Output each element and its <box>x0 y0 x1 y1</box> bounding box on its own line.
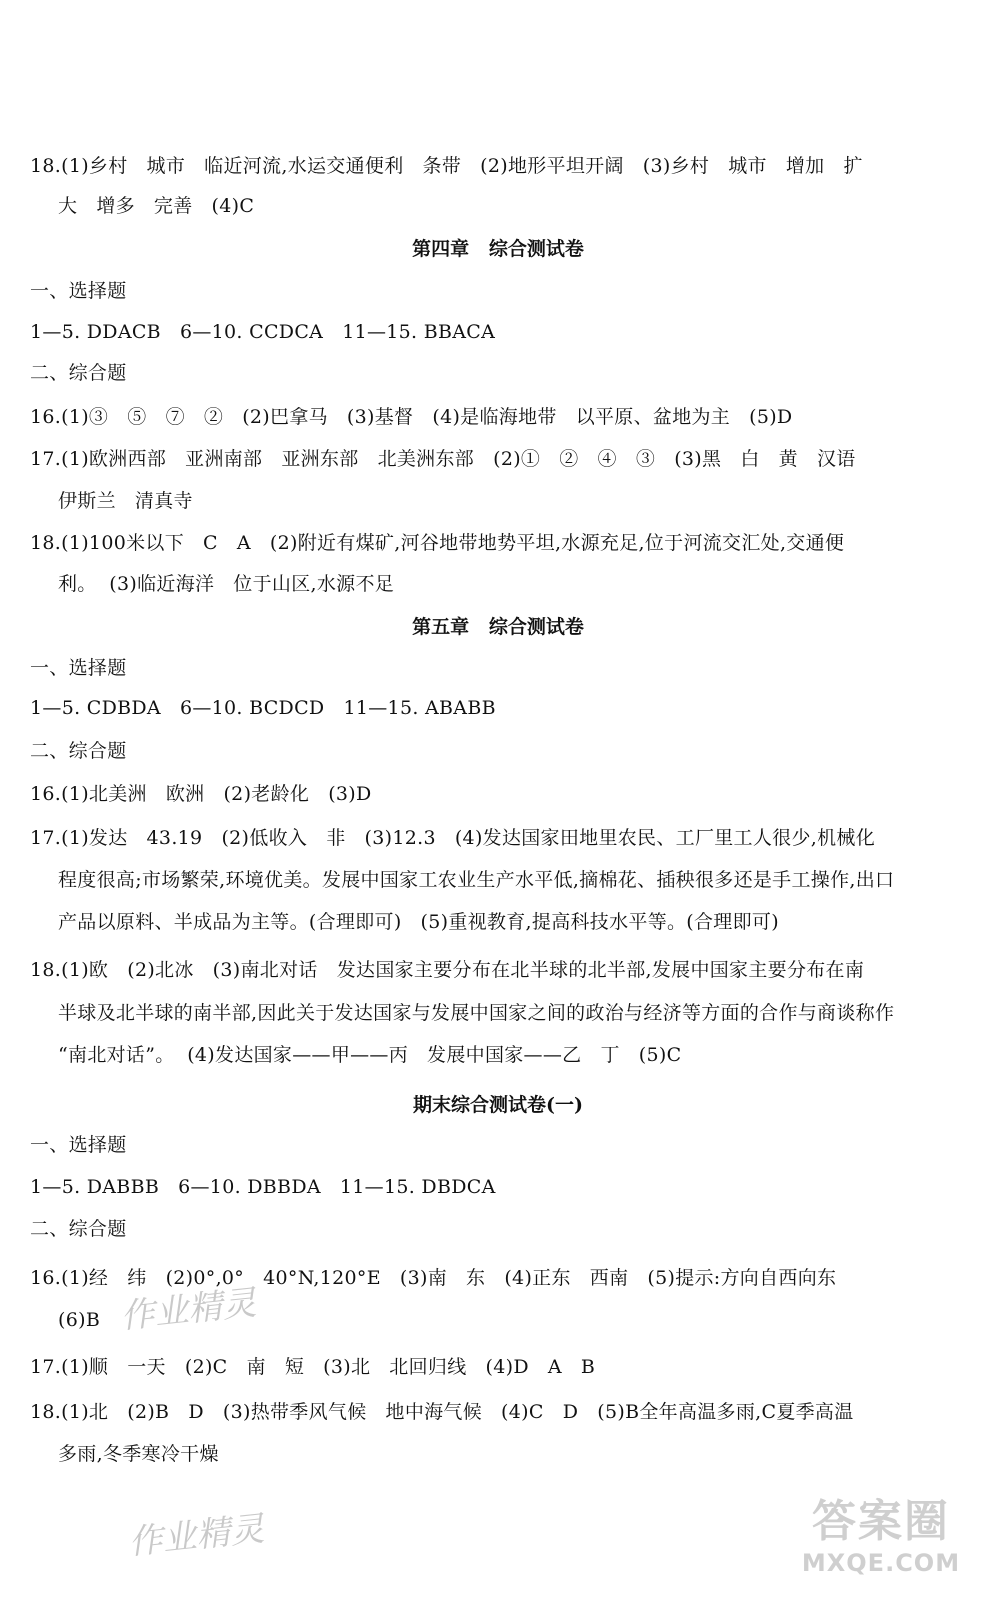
watermark: 作业精灵 <box>118 1282 259 1337</box>
answer-line: 1—5. DABBB 6—10. DBBDA 11—15. DBDCA <box>30 1176 496 1198</box>
section-heading: 第五章 综合测试卷 <box>412 616 584 638</box>
answer-line: 利。 (3)临近海洋 位于山区,水源不足 <box>58 573 395 595</box>
subsection-label: 一、选择题 <box>30 280 127 302</box>
logo-url: MXQE.COM <box>801 1549 961 1577</box>
answer-line: 17.(1)顺 一天 (2)C 南 短 (3)北 北回归线 (4)D A B <box>30 1356 596 1378</box>
answer-line: 16.(1)经 纬 (2)0°,0° 40°N,120°E (3)南 东 (4)正东 西南 (5)提示:方向自西向东 <box>30 1267 837 1289</box>
answer-line: 16.(1)③ ⑤ ⑦ ② (2)巴拿马 (3)基督 (4)是临海地带 以平原、盆地为主 (5)D <box>30 406 793 428</box>
answer-line: 16.(1)北美洲 欧洲 (2)老龄化 (3)D <box>30 783 372 805</box>
answer-line: 18.(1)欧 (2)北冰 (3)南北对话 发达国家主要分布在北半球的北半部,发展中国家主要分布在南 <box>30 959 865 981</box>
section-heading: 期末综合测试卷(一) <box>413 1094 583 1116</box>
logo-text: 答案圈 <box>812 1496 950 1547</box>
answer-line: 18.(1)100米以下 C A (2)附近有煤矿,河谷地带地势平坦,水源充足,位于河流交汇处,交通便 <box>30 532 845 554</box>
answer-line: 18.(1)北 (2)B D (3)热带季风气候 地中海气候 (4)C D (5)B全年高温多雨,C夏季高温 <box>30 1401 854 1423</box>
subsection-label: 二、综合题 <box>30 362 127 384</box>
subsection-label: 二、综合题 <box>30 1218 127 1240</box>
answer-line: 半球及北半球的南半部,因此关于发达国家与发展中国家之间的政治与经济等方面的合作与商谈称作 <box>58 1002 895 1024</box>
answer-line: 多雨,冬季寒冷干燥 <box>58 1443 219 1465</box>
site-logo <box>786 1496 976 1582</box>
answer-line: 1—5. CDBDA 6—10. BCDCD 11—15. ABABB <box>30 697 496 719</box>
answer-line: 1—5. DDACB 6—10. CCDCA 11—15. BBACA <box>30 321 496 343</box>
subsection-label: 一、选择题 <box>30 1134 127 1156</box>
answer-line: (6)B <box>58 1309 101 1331</box>
answer-line: 大 增多 完善 (4)C <box>58 195 255 217</box>
watermark: 作业精灵 <box>126 1508 267 1563</box>
answer-line: 18.(1)乡村 城市 临近河流,水运交通便利 条带 (2)地形平坦开阔 (3)乡村 城市 增加 扩 <box>30 155 863 177</box>
answer-line: 17.(1)欧洲西部 亚洲南部 亚洲东部 北美洲东部 (2)① ② ④ ③ (3)黑 白 黄 汉语 <box>30 448 856 470</box>
subsection-label: 一、选择题 <box>30 657 127 679</box>
answer-line: 17.(1)发达 43.19 (2)低收入 非 (3)12.3 (4)发达国家田地里农民、工厂里工人很少,机械化 <box>30 827 876 849</box>
answer-line: “南北对话”。 (4)发达国家——甲——丙 发展中国家——乙 丁 (5)C <box>58 1044 682 1066</box>
answer-line: 产品以原料、半成品为主等。(合理即可) (5)重视教育,提高科技水平等。(合理即可) <box>58 911 779 933</box>
answer-line: 伊斯兰 清真寺 <box>58 490 193 512</box>
subsection-label: 二、综合题 <box>30 740 127 762</box>
section-heading: 第四章 综合测试卷 <box>412 238 584 260</box>
answer-line: 程度很高;市场繁荣,环境优美。发展中国家工农业生产水平低,摘棉花、插秧很多还是手工操作,出口 <box>58 869 895 891</box>
